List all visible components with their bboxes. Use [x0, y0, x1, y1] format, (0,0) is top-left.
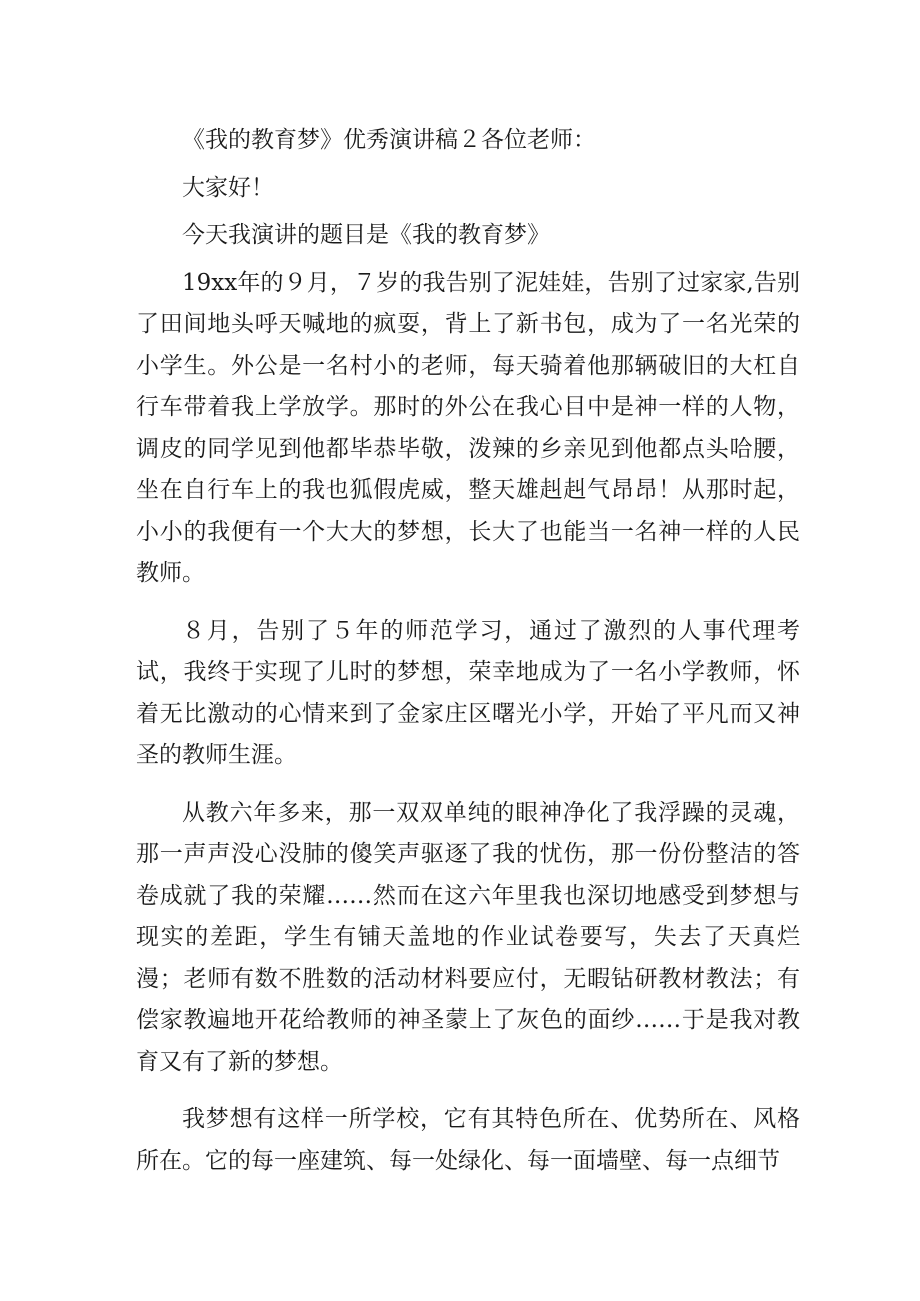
paragraph-six-years: 从教六年多来，那一双双单纯的眼神净化了我浮躁的灵魂，那一声声没心没肺的傻笑声驱逐了我的忧伤，那一份份整洁的答卷成就了我的荣耀……然而在这六年里我也深切地感受到梦想与现实的差距，学生有铺天盖地的作业试卷要写，失去了天真烂漫；老师有数不胜数的活动材料要应付，无暇钻研教材教法；有偿家教遍地开花给教师的神圣蒙上了灰色的面纱……于是我对教育又有了新的梦想。 [136, 799, 800, 1075]
paragraph-childhood: 19xx年的９月，７岁的我告别了泥娃娃，告别了过家家,告别了田间地头呼天喊地的疯耍，背上了新书包，成为了一名光荣的小学生。外公是一名村小的老师，每天骑着他那辆破旧的大杠自行车带着我上学放学。那时的外公在我心目中是神一样的人物，调皮的同学见到他都毕恭毕敬，泼辣的乡亲见到他都点头哈腰，坐在自行车上的我也狐假虎威，整天雄赳赳气昂昂！从那时起，小小的我便有一个大大的梦想，长大了也能当一名神一样的人民教师。 [136, 269, 800, 586]
document-title: 《我的教育梦》优秀演讲稿２各位老师： [182, 127, 596, 153]
paragraph-becoming-teacher: ８月，告别了５年的师范学习，通过了激烈的人事代理考试，我终于实现了儿时的梦想，荣幸地成为了一名小学教师，怀着无比激动的心情来到了金家庄区曙光小学，开始了平凡而又神圣的教师生涯。 [136, 617, 800, 768]
topic-line: 今天我演讲的题目是《我的教育梦》 [182, 222, 550, 248]
paragraph-dream-school: 我梦想有这样一所学校，它有其特色所在、优势所在、风格所在。它的每一座建筑、每一处绿化、每一面墙壁、每一点细节 [136, 1106, 800, 1174]
greeting-line: 大家好！ [182, 174, 274, 201]
document-body [136, 120, 800, 1198]
